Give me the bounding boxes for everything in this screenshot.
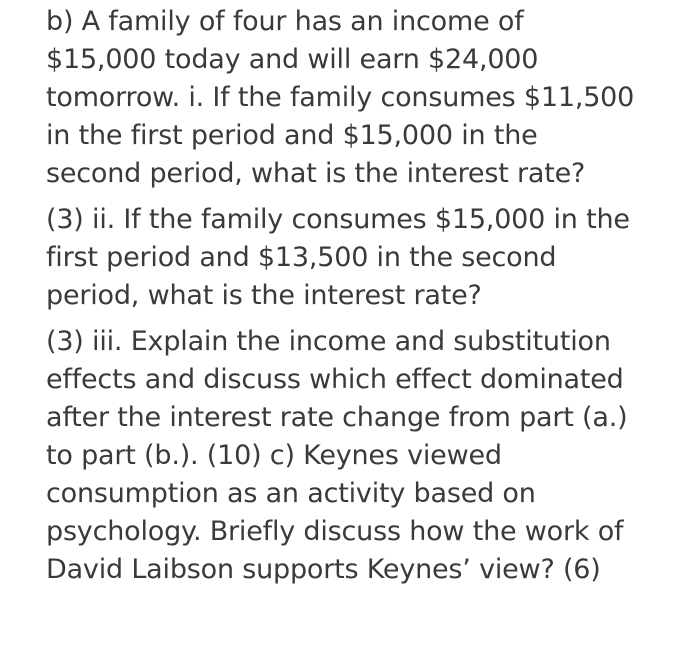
text-line: tomorrow. i. If the family consumes $11,500 — [46, 82, 635, 113]
text-line: (3) iii. Explain the income and substitution — [46, 326, 611, 357]
paragraph-part-b-iii-c — [46, 323, 686, 589]
text-line: psychology. Briefly discuss how the work of — [46, 516, 624, 547]
text-line: (3) ii. If the family consumes $15,000 in the — [46, 204, 630, 235]
text-line: after the interest rate change from part (a.) — [46, 402, 628, 433]
text-line: effects and discuss which effect dominated — [46, 364, 624, 395]
text-line: in the first period and $15,000 in the — [46, 120, 538, 151]
text-line: first period and $13,500 in the second — [46, 242, 557, 273]
text-line: David Laibson supports Keynes’ view? (6) — [46, 554, 601, 585]
text-line: $15,000 today and will earn $24,000 — [46, 44, 539, 75]
text-line: second period, what is the interest rate? — [46, 158, 586, 189]
paragraph-part-b-i — [46, 3, 686, 193]
text-line: b) A family of four has an income of — [46, 6, 524, 37]
text-line: period, what is the interest rate? — [46, 280, 482, 311]
question-text — [46, 3, 686, 597]
text-line: consumption as an activity based on — [46, 478, 536, 509]
text-line: to part (b.). (10) c) Keynes viewed — [46, 440, 502, 471]
paragraph-part-b-ii — [46, 201, 686, 315]
